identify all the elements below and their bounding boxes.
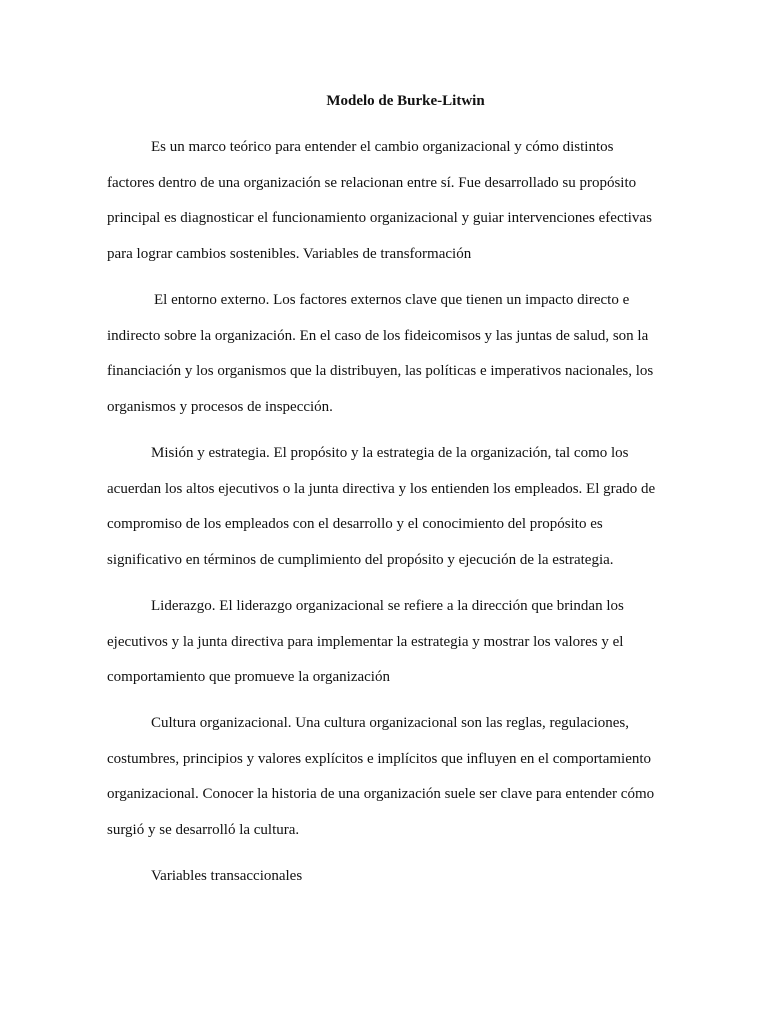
paragraph-line: Misión y estrategia. El propósito y la estrategia de la organización, tal como los [151, 445, 629, 461]
paragraph-line: indirecto sobre la organización. En el caso de los fideicomisos y las juntas de salud, son la [107, 327, 649, 344]
paragraph-external-environment [107, 289, 653, 432]
paragraph-line: Liderazgo. El liderazgo organizacional se refiere a la dirección que brindan los [151, 598, 624, 614]
paragraph-mission-strategy [107, 442, 655, 585]
paragraph-line: compromiso de los empleados con el desarrollo y el conocimiento del propósito es [107, 516, 603, 533]
paragraph-line: financiación y los organismos que la distribuyen, las políticas e imperativos nacionales, los [107, 363, 654, 380]
paragraph-line: para lograr cambios sostenibles. Variables de transformación [107, 246, 472, 263]
document-title: Modelo de Burke-Litwin [326, 93, 485, 109]
paragraph-line: Variables transaccionales [151, 868, 303, 884]
paragraph-line: organizacional. Conocer la historia de una organización suele ser clave para entender cómo [107, 786, 655, 803]
paragraph-line: costumbres, principios y valores explícitos e implícitos que influyen en el comportamiento [107, 750, 652, 767]
paragraph-transactional-variables [107, 865, 302, 901]
paragraph-line: acuerdan los altos ejecutivos o la junta directiva y los entienden los empleados. El grado de [107, 480, 656, 497]
paragraph-line: significativo en términos de cumplimiento del propósito y ejecución de la estrategia. [107, 552, 614, 569]
paragraph-line: factores dentro de una organización se relacionan entre sí. Fue desarrollado su propósito [107, 174, 637, 191]
paragraph-line: Es un marco teórico para entender el cambio organizacional y cómo distintos [151, 139, 614, 155]
paragraph-line: ejecutivos y la junta directiva para implementar la estrategia y mostrar los valores y el [107, 633, 624, 650]
paragraph-line: comportamiento que promueve la organización [107, 669, 390, 686]
paragraph-definition [107, 136, 652, 279]
paragraph-leadership [107, 595, 624, 702]
paragraph-line: surgió y se desarrolló la cultura. [107, 822, 300, 839]
paragraph-line: principal es diagnosticar el funcionamiento organizacional y guiar intervenciones efectivas [107, 210, 652, 227]
paragraph-line: organismos y procesos de inspección. [107, 399, 333, 416]
paragraph-line: El entorno externo. Los factores externos clave que tienen un impacto directo e [154, 292, 630, 308]
paragraph-organizational-culture [107, 712, 654, 855]
paragraph-line: Cultura organizacional. Una cultura organizacional son las reglas, regulaciones, [151, 715, 630, 731]
